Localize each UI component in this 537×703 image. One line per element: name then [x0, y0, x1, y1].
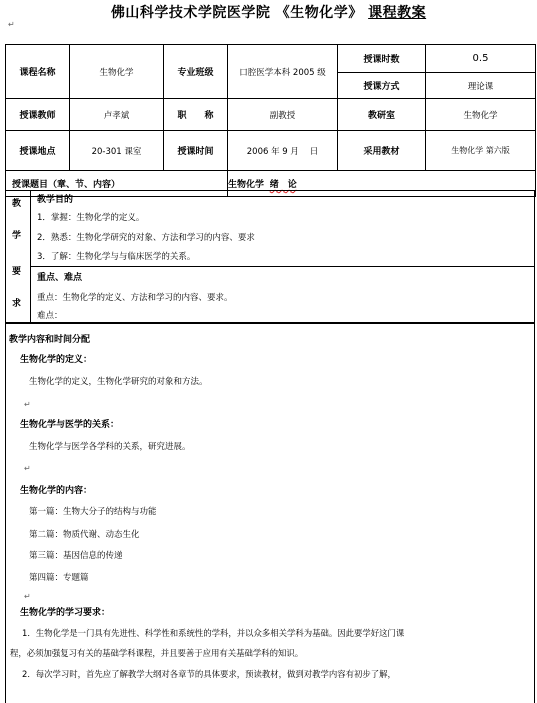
section-definition-title: 生物化学的定义： [20, 355, 93, 365]
paragraph-mark: ↵ [24, 400, 31, 409]
place-label: 授课地点 [6, 131, 70, 171]
paragraph-mark: ↵ [24, 592, 31, 601]
side-label-3: 要 [12, 267, 22, 277]
goal-1: 1．掌握：生物化学的定义。 [37, 213, 145, 223]
content-item-2: 第二篇：物质代谢、动态生化 [29, 530, 140, 540]
rank-label: 职 称 [164, 99, 228, 131]
course-name-value: 生物化学 [70, 45, 164, 99]
method-value: 理论课 [426, 73, 536, 99]
section-content-title: 生物化学的内容： [20, 486, 93, 496]
time-day: 日 [309, 146, 319, 157]
paragraph-mark: ↵ [8, 20, 15, 29]
topic-label: 授课题目（章、节、内容） [6, 171, 228, 197]
requirements-divider [31, 266, 535, 267]
method-label: 授课方式 [338, 73, 426, 99]
time-value [228, 131, 338, 171]
content-item-3: 第三篇：基因信息的传递 [29, 551, 123, 561]
side-label-4: 求 [12, 299, 22, 309]
content-heading: 教学内容和时间分配 [9, 335, 91, 345]
goal-2: 2．熟悉：生物化学研究的对象、方法和学习的内容、要求 [37, 233, 255, 243]
book-value: 生物化学 第六版 [426, 131, 536, 171]
major-value: 口腔医学本科 2005 级 [228, 45, 338, 99]
difficult-points: 难点： [37, 311, 63, 321]
study-paragraph-1b: 程，必须加强复习有关的基础学科课程，并且要善于应用有关基础学科的知识。 [10, 648, 304, 658]
place-value: 20-301 课室 [70, 131, 164, 171]
section-relation-body: 生物化学与医学各学科的关系，研究进展。 [29, 442, 191, 452]
section-definition-body: 生物化学的定义，生物化学研究的对象和方法。 [29, 377, 208, 387]
goal-3: 3．了解：生物化学与与临床医学的关系。 [37, 252, 196, 262]
dept-label: 教研室 [338, 99, 426, 131]
dept-value: 生物化学 [426, 99, 536, 131]
title-school: 佛山科学技术学院医学院 [110, 5, 271, 21]
title-suffix: 课程教案 [368, 5, 427, 21]
teacher-value: 卢孝斌 [70, 99, 164, 131]
topic-main: 生物化学 [228, 180, 265, 190]
hours-label: 授课时数 [338, 45, 426, 73]
section-study-title: 生物化学的学习要求： [20, 608, 111, 618]
content-item-1: 第一篇：生物大分子的结构与功能 [29, 507, 157, 517]
time-label: 授课时间 [164, 131, 228, 171]
topic-sub: 绪 论 [269, 180, 297, 190]
side-label-2: 学 [12, 231, 22, 241]
study-paragraph-2: 2．每次学习时，首先应了解教学大纲对各章节的具体要求，预读教材，做到对教学内容有初步了解， [22, 669, 396, 679]
rank-value: 副教授 [228, 99, 338, 131]
title-course: 《生物化学》 [275, 5, 363, 21]
teacher-label: 授课教师 [6, 99, 70, 131]
key-title: 重点、难点 [37, 273, 83, 283]
course-info-table [5, 44, 536, 197]
goal-title: 教学目的 [37, 195, 74, 205]
side-label-1: 教 [12, 199, 22, 209]
section-relation-title: 生物化学与医学的关系： [20, 420, 120, 430]
course-name-label: 课程名称 [6, 45, 70, 99]
study-paragraph-1a: 1．生物化学是一门具有先进性、科学性和系统性的学科，并以众多相关学科为基础。因此要学好这门课 [22, 628, 405, 638]
time-date: 2006 年 9 月 [246, 146, 299, 157]
hours-value: 0.5 [426, 45, 536, 73]
major-label: 专业班级 [164, 45, 228, 99]
content-item-4: 第四篇：专题篇 [29, 573, 89, 583]
paragraph-mark: ↵ [24, 464, 31, 473]
document-title [0, 2, 537, 22]
book-label: 采用教材 [338, 131, 426, 171]
key-points: 重点：生物化学的定义、方法和学习的内容、要求。 [37, 293, 233, 303]
